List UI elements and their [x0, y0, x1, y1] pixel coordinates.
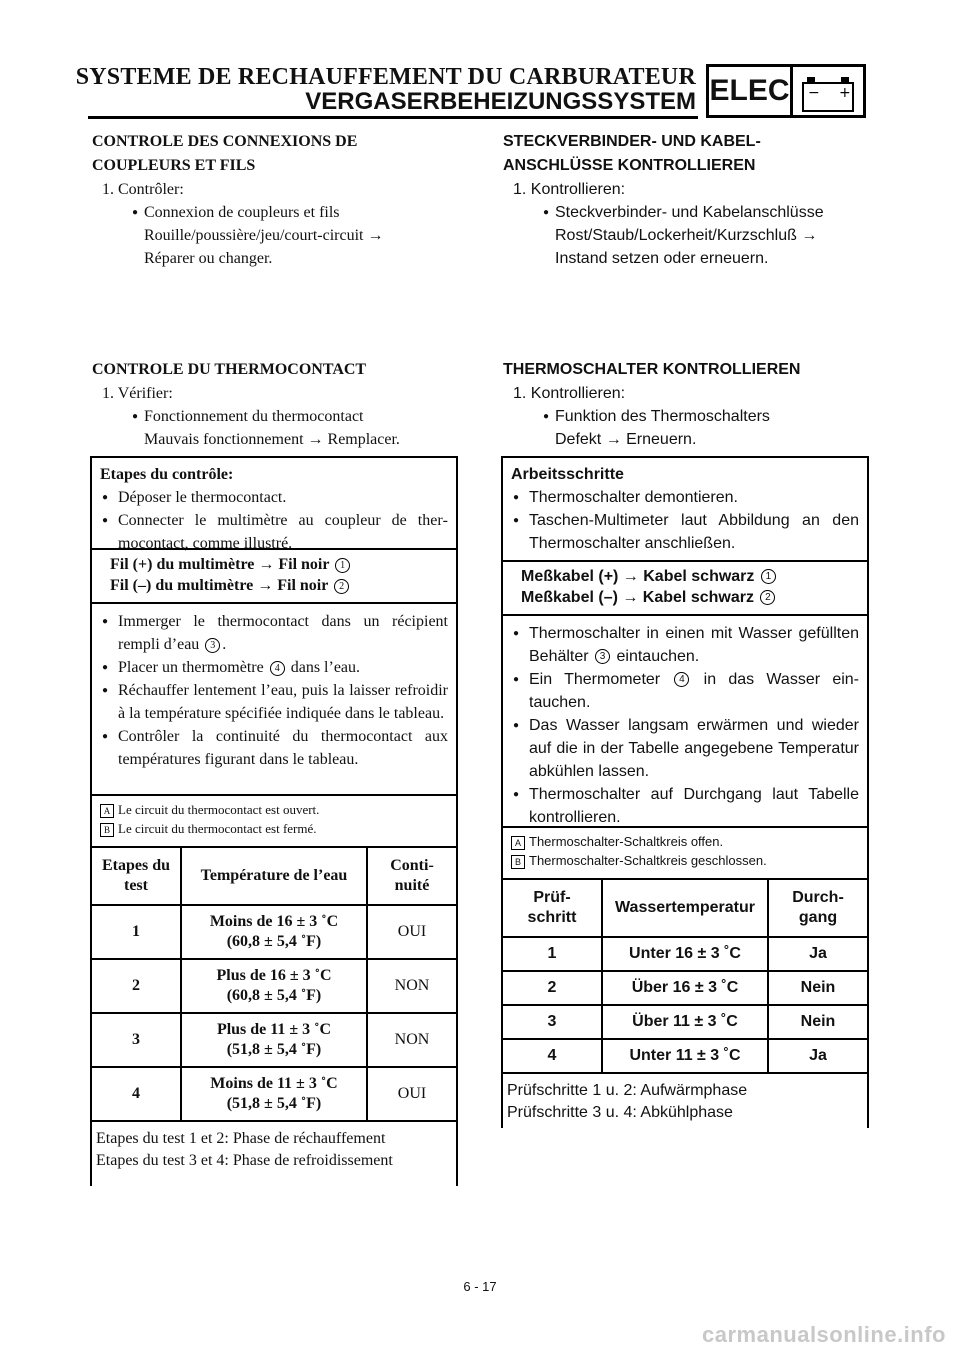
de-box-item: ● Thermoschalter auf Durchgang laut Tabelle kontrollieren.	[511, 783, 859, 829]
fr-th-cont: Conti- nuité	[367, 847, 456, 905]
de-box-item: ● Taschen-Multimeter laut Abbildung an den Thermoschalter anschließen.	[511, 509, 859, 555]
table-row: 2 Plus de 16 ± 3 ˚C (60,8 ± 5,4 ˚F) NON	[92, 959, 456, 1013]
de-section-thermo	[503, 358, 873, 451]
table-header-row	[92, 847, 456, 905]
fr-box-notes	[92, 794, 456, 846]
fr-box-item: ● Connecter le multimètre au coupleur de thermocontact, comme illustré.	[100, 509, 448, 555]
de-sec2-line2: Defekt → Erneuern.	[555, 431, 697, 448]
de-sec2-title: THERMOSCHALTER KONTROLLIEREN	[503, 361, 801, 378]
de-th-temp: Wassertemperatur	[602, 879, 768, 937]
battery-minus: −	[808, 85, 820, 101]
de-sec1-line2: Rost/Staub/Lockerheit/Kurzschluß →	[555, 227, 818, 244]
battery-icon	[793, 67, 863, 115]
key-a: A	[511, 836, 525, 850]
de-box-wires	[503, 560, 867, 614]
fr-foot-1: Etapes du test 1 et 2: Phase de réchauffement	[96, 1130, 386, 1147]
watermark: carmanualsonline.info	[702, 1322, 946, 1347]
battery-plus: +	[839, 85, 851, 101]
de-sec1-title-1: STECKVERBINDER- UND KABEL-	[503, 133, 761, 150]
de-note-a: A Thermoschalter-Schaltkreis offen.	[511, 832, 859, 851]
fr-procedure-box	[90, 456, 458, 1186]
callout-3: 3	[205, 638, 220, 653]
fr-section-connectors	[92, 130, 462, 270]
de-sec1-line3: Instand setzen oder erneuern.	[555, 250, 769, 267]
callout-2: 2	[334, 579, 349, 594]
elec-label: ELEC	[709, 67, 793, 115]
fr-wire-2: Fil (–) du multimètre → Fil noir 2	[100, 575, 448, 596]
fr-box-title: Etapes du contrôle:	[100, 466, 234, 483]
elec-badge	[706, 64, 866, 118]
de-sec2-bullet: ● Funktion des Thermoschalters	[503, 405, 873, 428]
de-box-title: Arbeitsschritte	[511, 466, 624, 483]
table-row: 3 Plus de 11 ± 3 ˚C (51,8 ± 5,4 ˚F) NON	[92, 1013, 456, 1067]
fr-note-b: B Le circuit du thermocontact est fermé.	[100, 819, 448, 838]
fr-sec2-line2: Mauvais fonctionnement → Remplacer.	[144, 431, 400, 448]
fr-sec1-line3: Réparer ou changer.	[144, 250, 273, 267]
de-note-b: B Thermoschalter-Schaltkreis geschlossen.	[511, 851, 859, 870]
fr-test-table	[92, 846, 456, 1120]
table-header-row	[503, 879, 867, 937]
header-rule	[88, 116, 698, 119]
de-box-item: ● Thermoschalter in einen mit Wasser gefüllten Behälter 3 eintauchen.	[511, 622, 859, 668]
fr-box-wires	[92, 548, 456, 602]
de-th-cont: Durch- gang	[768, 879, 867, 937]
de-foot-1: Prüfschritte 1 u. 2: Aufwärmphase	[507, 1082, 748, 1099]
fr-box-item: ● Déposer le thermocontact.	[100, 486, 448, 509]
fr-box-item: ● Réchauffer lentement l’eau, puis la laisser refroidir à la température spécifiée indiquée dans le tableau.	[100, 679, 448, 725]
fr-section-thermo	[92, 358, 462, 451]
fr-wire-1: Fil (+) du multimètre → Fil noir 1	[100, 554, 448, 575]
fr-sec1-step: 1. Contrôler:	[102, 181, 184, 198]
de-box-steps	[503, 614, 867, 826]
key-b: B	[511, 855, 525, 869]
de-box-footer	[503, 1072, 867, 1130]
table-row: 1 Moins de 16 ± 3 ˚C (60,8 ± 5,4 ˚F) OUI	[92, 905, 456, 959]
de-sec1-bullet: ● Steckverbinder- und Kabelanschlüsse	[503, 201, 873, 224]
fr-note-a: A Le circuit du thermocontact est ouvert.	[100, 800, 448, 819]
de-box-item: ● Das Wasser langsam erwärmen und wieder auf die in der Tabelle angegebene Temperatur abkühlen lassen.	[511, 714, 859, 783]
de-test-table	[503, 878, 867, 1072]
de-box-item: ● Ein Thermometer 4 in das Wasser eintauchen.	[511, 668, 859, 714]
de-sec2-step: 1. Kontrollieren:	[513, 385, 626, 402]
table-row: 2 Über 16 ± 3 ˚C Nein	[503, 971, 867, 1005]
fr-foot-2: Etapes du test 3 et 4: Phase de refroidissement	[96, 1152, 393, 1169]
de-box-notes	[503, 826, 867, 878]
table-row: 1 Unter 16 ± 3 ˚C Ja	[503, 937, 867, 971]
header-title-de: VERGASERBEHEIZUNGSSYSTEM	[305, 88, 696, 115]
fr-th-temp: Température de l’eau	[181, 847, 367, 905]
fr-sec2-bullet: ● Fonctionnement du thermocontact	[92, 405, 462, 428]
table-row: 4 Moins de 11 ± 3 ˚C (51,8 ± 5,4 ˚F) OUI	[92, 1067, 456, 1120]
fr-box-item: ● Immerger le thermocontact dans un récipient rempli d’eau 3 .	[100, 610, 448, 656]
de-th-step: Prüf- schritt	[503, 879, 602, 937]
fr-box-steps	[92, 602, 456, 794]
fr-sec1-line2: Rouille/poussière/jeu/court-circuit →	[144, 227, 384, 244]
callout-1: 1	[761, 569, 776, 584]
header-title-fr: SYSTEME DE RECHAUFFEMENT DU CARBURATEUR	[75, 64, 696, 90]
callout-1: 1	[335, 558, 350, 573]
fr-sec1-bullet: ● Connexion de coupleurs et fils	[92, 201, 462, 224]
callout-4: 4	[674, 672, 689, 687]
fr-sec1-title-2: COUPLEURS ET FILS	[92, 157, 256, 174]
de-foot-2: Prüfschritte 3 u. 4: Abkühlphase	[507, 1104, 733, 1121]
fr-sec1-title-1: CONTROLE DES CONNEXIONS DE	[92, 133, 358, 150]
callout-4: 4	[270, 661, 285, 676]
page-number: 6 - 17	[463, 1279, 497, 1294]
fr-sec2-step: 1. Vérifier:	[102, 385, 173, 402]
callout-2: 2	[760, 590, 775, 605]
de-procedure-box	[501, 456, 869, 1128]
callout-3: 3	[595, 649, 610, 664]
de-box-item: ● Thermoschalter demontieren.	[511, 486, 859, 509]
de-sec1-step: 1. Kontrollieren:	[513, 181, 626, 198]
fr-box-item: ● Contrôler la continuité du thermocontact aux températures figurant dans le tableau.	[100, 725, 448, 771]
fr-sec2-title: CONTROLE DU THERMOCONTACT	[92, 361, 367, 378]
de-section-connectors	[503, 130, 873, 270]
de-sec1-title-2: ANSCHLÜSSE KONTROLLIEREN	[503, 157, 756, 174]
table-row: 3 Über 11 ± 3 ˚C Nein	[503, 1005, 867, 1039]
fr-box-item: ● Placer un thermomètre 4 dans l’eau.	[100, 656, 448, 679]
fr-th-step: Etapes du test	[92, 847, 181, 905]
fr-box-footer	[92, 1120, 456, 1178]
de-wire-2: Meßkabel (–) → Kabel schwarz 2	[511, 587, 859, 608]
de-wire-1: Meßkabel (+) → Kabel schwarz 1	[511, 566, 859, 587]
table-row: 4 Unter 11 ± 3 ˚C Ja	[503, 1039, 867, 1072]
fr-box-intro	[92, 456, 456, 552]
key-a: A	[100, 804, 114, 818]
key-b: B	[100, 823, 114, 837]
de-box-intro	[503, 456, 867, 560]
